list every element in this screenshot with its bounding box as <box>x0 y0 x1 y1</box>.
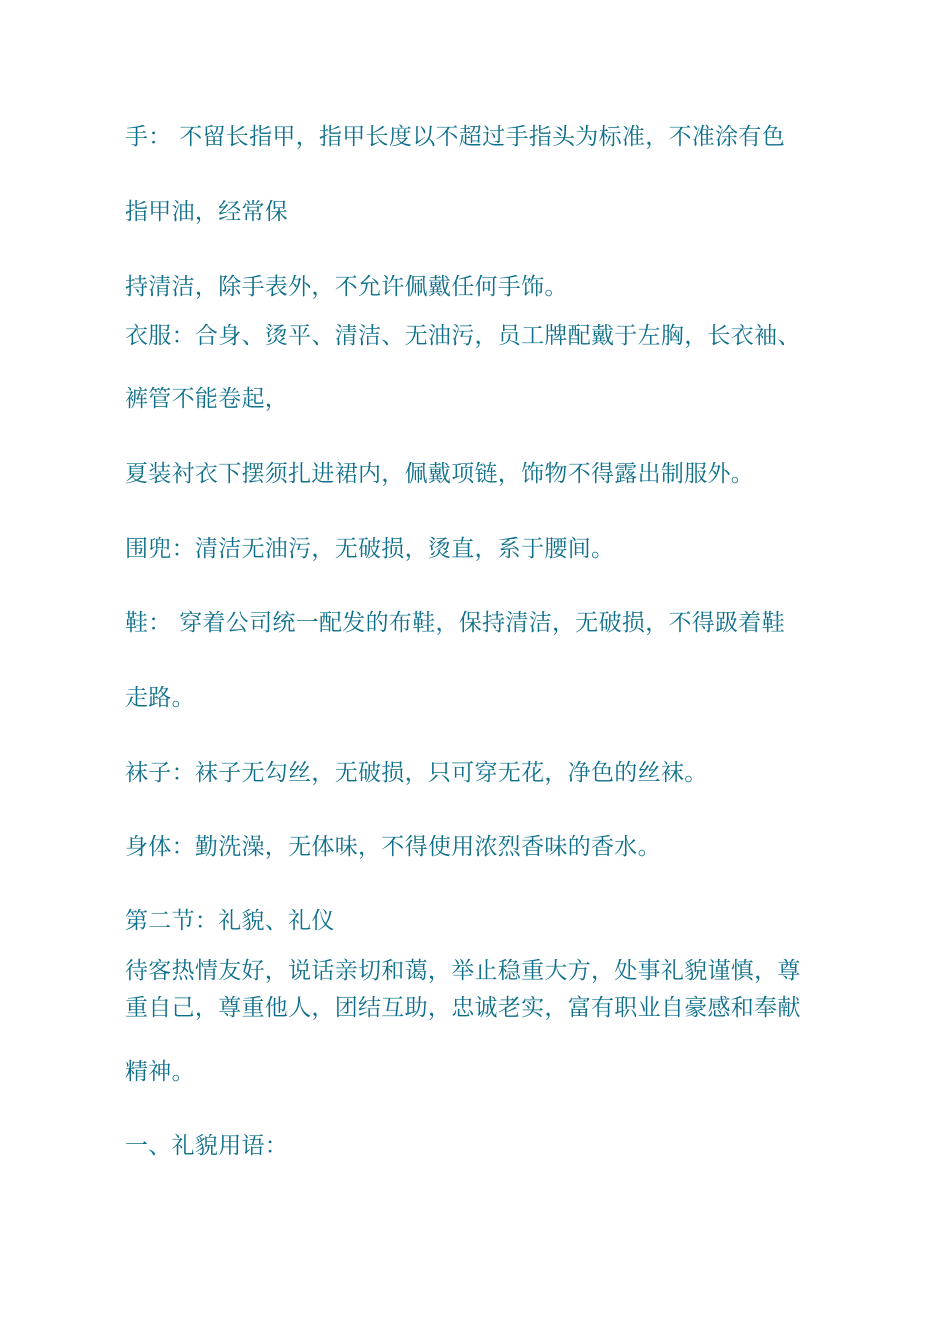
text-line-shoes-rule: 鞋： 穿着公司统一配发的布鞋，保持清洁，无破损，不得趿着鞋 <box>125 610 786 636</box>
text-line-hand-rule-end: 持清洁，除手表外，不允许佩戴任何手饰。 <box>125 274 568 300</box>
text-line-body-rule: 身体：勤洗澡，无体味，不得使用浓烈香味的香水。 <box>125 834 661 860</box>
text-line-apron-rule: 围兜：清洁无油污，无破损，烫直，系于腰间。 <box>125 536 615 562</box>
text-line-manners-3: 精神。 <box>125 1059 195 1085</box>
subsection-heading: 一、礼貌用语： <box>125 1133 289 1159</box>
text-line-clothes-rule-cont: 裤管不能卷起， <box>125 386 289 412</box>
text-line-shoes-rule-cont: 走路。 <box>125 685 195 711</box>
text-line-summer-rule: 夏装衬衣下摆须扎进裙内，佩戴项链，饰物不得露出制服外。 <box>125 461 755 487</box>
text-line-manners-1: 待客热情友好，说话亲切和蔼，举止稳重大方，处事礼貌谨慎，尊 <box>125 958 801 984</box>
section-heading: 第二节：礼貌、礼仪 <box>125 908 335 934</box>
text-line-socks-rule: 袜子：袜子无勾丝，无破损，只可穿无花，净色的丝袜。 <box>125 760 708 786</box>
text-line-hand-rule-cont: 指甲油，经常保 <box>125 199 289 225</box>
text-line-manners-2: 重自己，尊重他人，团结互助，忠诚老实，富有职业自豪感和奉献 <box>125 995 801 1021</box>
text-line-clothes-rule: 衣服：合身、烫平、清洁、无油污，员工牌配戴于左胸，长衣袖、 <box>125 323 801 349</box>
text-line-hand-rule: 手： 不留长指甲，指甲长度以不超过手指头为标准，不准涂有色 <box>125 124 786 150</box>
